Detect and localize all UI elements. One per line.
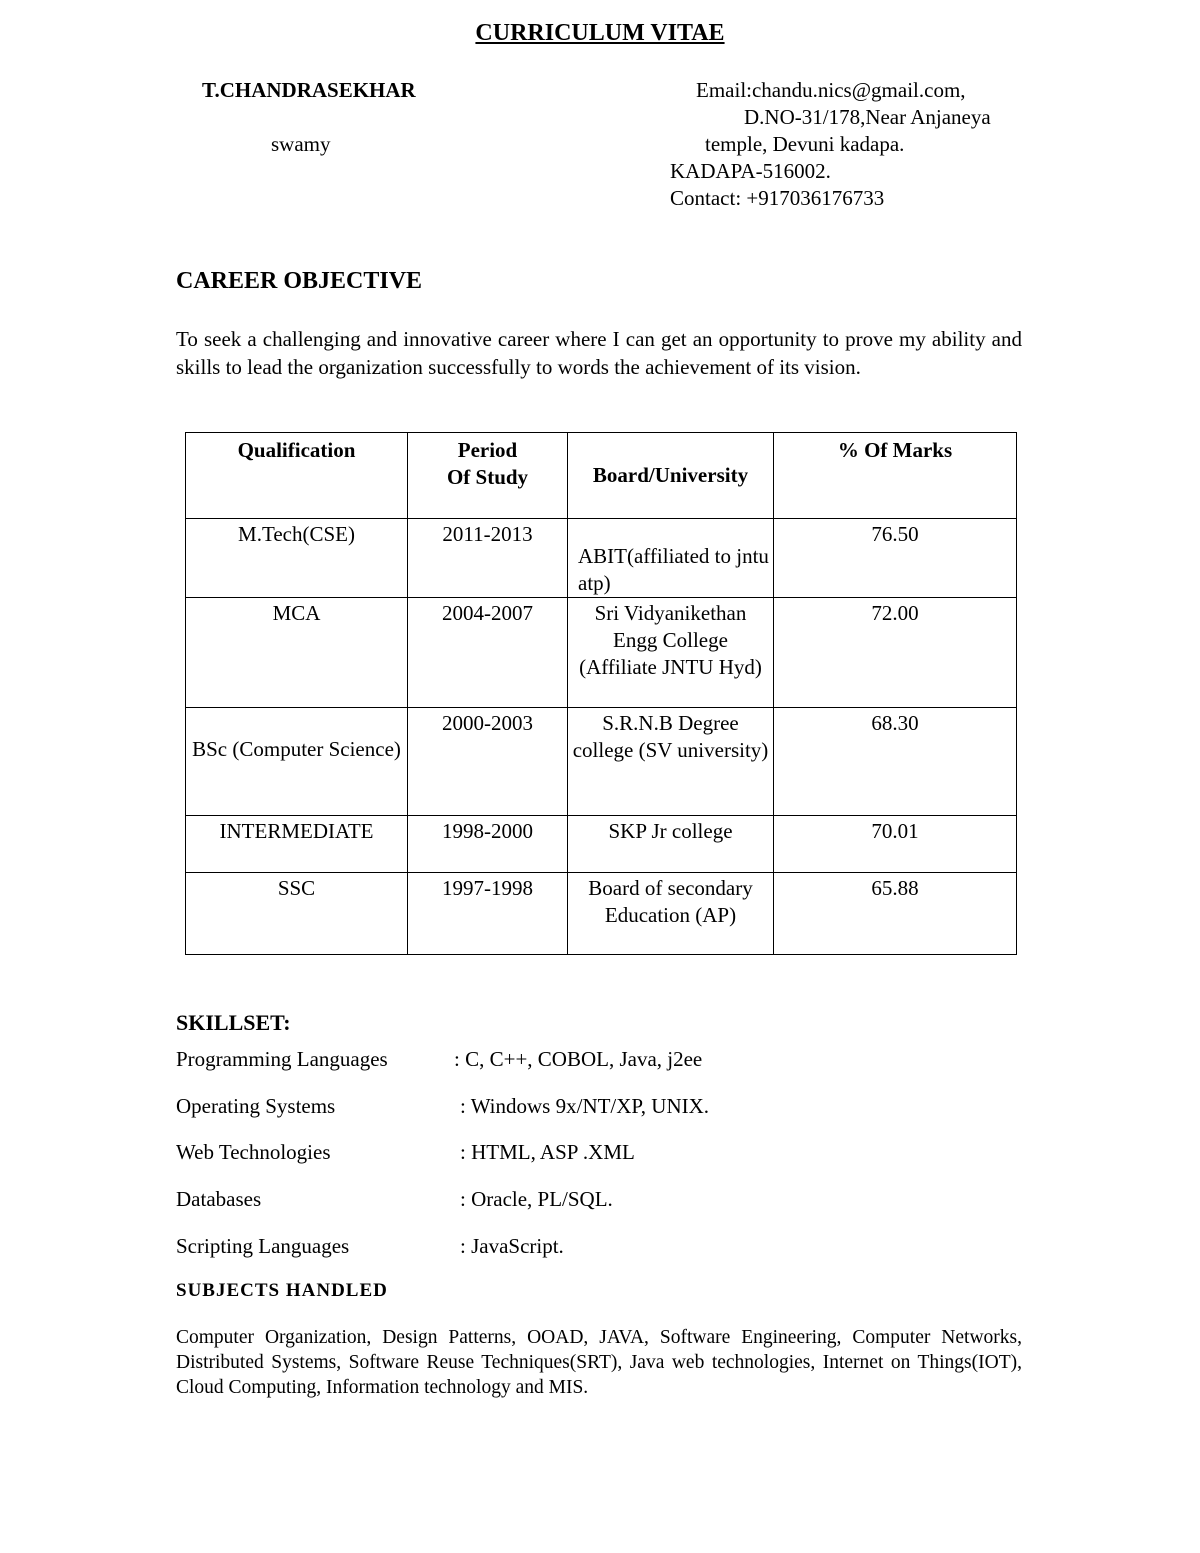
skillset-heading: SKILLSET: xyxy=(176,1010,291,1035)
header-qualification: Qualification xyxy=(186,433,408,519)
table-row xyxy=(186,708,1017,816)
header-period-line1: Period xyxy=(457,438,518,462)
table-row xyxy=(186,816,1017,873)
skill-value-os: : Windows 9x/NT/XP, UNIX. xyxy=(460,1094,710,1118)
marks-cell: 70.01 xyxy=(774,816,1017,873)
address-line-1: D.NO-31/178,Near Anjaneya xyxy=(744,105,991,129)
marks-cell: 76.50 xyxy=(774,519,1017,598)
header-marks: % Of Marks xyxy=(774,433,1017,519)
period-cell: 2004-2007 xyxy=(408,598,568,708)
marks-cell: 65.88 xyxy=(774,873,1017,955)
qualification-cell: MCA xyxy=(186,598,408,708)
table-row xyxy=(186,598,1017,708)
board-cell: ABIT(affiliated to jntu atp) xyxy=(568,519,774,598)
skill-value-databases: : Oracle, PL/SQL. xyxy=(460,1187,613,1211)
board-cell: S.R.N.B Degree college (SV university) xyxy=(568,708,774,816)
board-cell: Board of secondary Education (AP) xyxy=(568,873,774,955)
email-line: Email:chandu.nics@gmail.com, xyxy=(696,78,966,102)
qualification-cell: INTERMEDIATE xyxy=(186,816,408,873)
skill-value-web: : HTML, ASP .XML xyxy=(460,1140,635,1164)
subjects-heading: SUBJECTS HANDLED xyxy=(176,1280,388,1301)
period-cell: 2000-2003 xyxy=(408,708,568,816)
career-objective-heading: CAREER OBJECTIVE xyxy=(176,268,423,294)
board-cell: Sri Vidyanikethan Engg College (Affiliate JNTU Hyd) xyxy=(568,598,774,708)
period-cell: 2011-2013 xyxy=(408,519,568,598)
candidate-name-suffix: swamy xyxy=(271,132,331,156)
skill-label-os: Operating Systems xyxy=(176,1094,336,1118)
qualification-cell: M.Tech(CSE) xyxy=(186,519,408,598)
skill-label-scripting: Scripting Languages xyxy=(176,1234,350,1258)
marks-cell: 68.30 xyxy=(774,708,1017,816)
education-header-row xyxy=(186,433,1017,519)
table-row xyxy=(186,519,1017,598)
address-line-3: KADAPA-516002. xyxy=(670,159,831,183)
contact-number: Contact: +917036176733 xyxy=(670,186,885,210)
marks-cell: 72.00 xyxy=(774,598,1017,708)
table-row xyxy=(186,873,1017,955)
skill-value-programming: : C, C++, COBOL, Java, j2ee xyxy=(454,1047,703,1071)
candidate-name: T.CHANDRASEKHAR xyxy=(202,78,416,102)
qualification-cell: SSC xyxy=(186,873,408,955)
header-board: Board/University xyxy=(568,433,774,519)
skill-label-databases: Databases xyxy=(176,1187,262,1211)
document-title: CURRICULUM VITAE xyxy=(475,20,725,46)
skill-label-web: Web Technologies xyxy=(176,1140,331,1164)
period-cell: 1997-1998 xyxy=(408,873,568,955)
period-cell: 1998-2000 xyxy=(408,816,568,873)
header-period-line2: Of Study xyxy=(446,465,529,489)
career-objective-text: To seek a challenging and innovative career where I can get an opportunity to prove my ability and skills to lead the organization successfully to words the achievement of its vision. xyxy=(176,327,1022,379)
qualification-cell: BSc (Computer Science) xyxy=(186,708,408,816)
address-line-2: temple, Devuni kadapa. xyxy=(705,132,905,156)
board-cell: SKP Jr college xyxy=(568,816,774,873)
skill-label-programming: Programming Languages xyxy=(176,1047,388,1071)
education-table xyxy=(185,432,1017,955)
skill-value-scripting: : JavaScript. xyxy=(460,1234,564,1258)
header-period xyxy=(408,433,568,519)
subjects-text: Computer Organization, Design Patterns, OOAD, JAVA, Software Engineering, Computer Networks, Distributed Systems, Software Reuse Techniques(SRT), Java web technologies, Internet on Things(IOT), Cloud Computing, Information technology and MIS. xyxy=(176,1327,1022,1398)
